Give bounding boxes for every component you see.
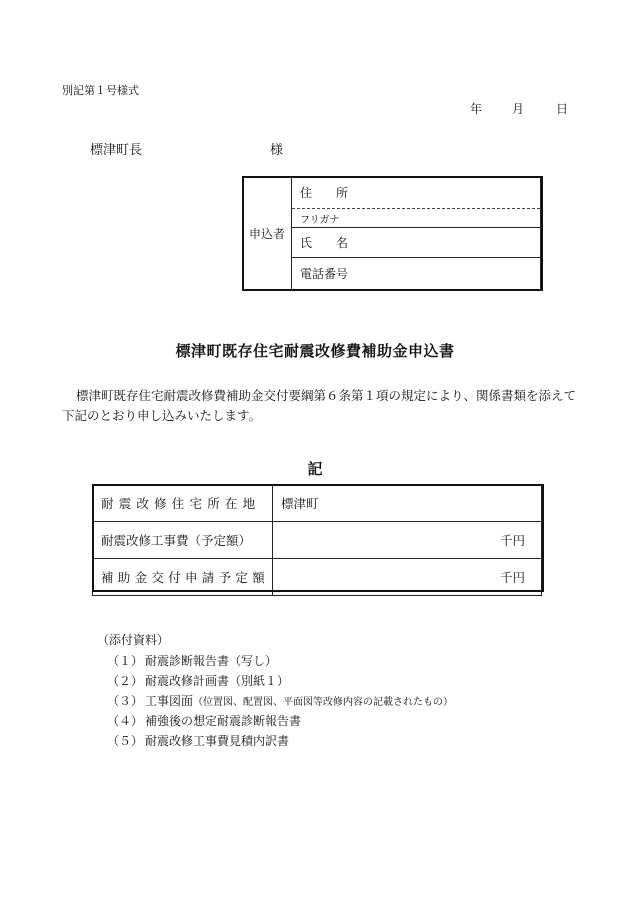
cost-label: 耐震改修工事費（予定額）	[93, 522, 273, 559]
date-year-label: 年	[470, 102, 483, 116]
works-row	[93, 559, 542, 596]
list-item	[107, 671, 453, 691]
name-field[interactable]: 氏 名	[292, 228, 541, 258]
list-item	[107, 711, 453, 731]
location-label: 耐震改修住宅所在地	[93, 485, 273, 522]
list-item	[107, 731, 453, 751]
subsidy-label: 補助金交付申請予定額	[93, 559, 273, 596]
works-table	[92, 484, 542, 596]
cost-field[interactable]: 千円	[273, 522, 542, 559]
attachment-text: 耐震改修計画書（別紙１）	[145, 674, 290, 688]
attachment-number: （１）	[107, 654, 144, 668]
list-item	[107, 691, 453, 711]
attachment-number: （５）	[107, 734, 144, 748]
ki-heading: 記	[307, 460, 323, 478]
attachment-text: 工事図面	[145, 694, 194, 708]
body-paragraph: 標津町既存住宅耐震改修費補助金交付要綱第６条第１項の規定により、関係書類を添えて下記のとおり申し込みいたします。	[62, 388, 577, 423]
attachment-text: 耐震診断報告書（写し）	[145, 654, 278, 668]
attachment-number: （２）	[107, 674, 144, 688]
date-day-label: 日	[556, 102, 569, 116]
honorific: 様	[270, 143, 284, 158]
applicant-label: 申込者	[243, 177, 292, 290]
attachment-note: （位置図、配置図、平面図等改修内容の記載されたもの）	[193, 697, 454, 708]
applicant-table	[242, 176, 541, 290]
form-number: 別記第１号様式	[62, 84, 139, 97]
works-row	[93, 522, 542, 559]
address-field[interactable]: 住 所	[292, 177, 541, 209]
location-field[interactable]: 標津町	[273, 485, 542, 522]
list-item	[107, 651, 453, 671]
document-title: 標津町既存住宅耐震改修費補助金申込書	[175, 342, 455, 360]
attachment-text: 補強後の想定耐震診断報告書	[145, 714, 302, 728]
attachment-number: （４）	[107, 714, 144, 728]
addressee: 標津町長	[90, 143, 143, 158]
phone-field[interactable]: 電話番号	[292, 258, 541, 290]
furigana-field[interactable]: フリガナ	[292, 209, 541, 228]
attachments-list	[107, 651, 453, 751]
subsidy-field[interactable]: 千円	[273, 559, 542, 596]
date-month-label: 月	[512, 102, 525, 116]
attachments-heading: （添付資料）	[97, 633, 170, 647]
attachment-text: 耐震改修工事費見積内訳書	[145, 734, 290, 748]
works-row	[93, 485, 542, 522]
attachment-number: （３）	[107, 694, 144, 708]
